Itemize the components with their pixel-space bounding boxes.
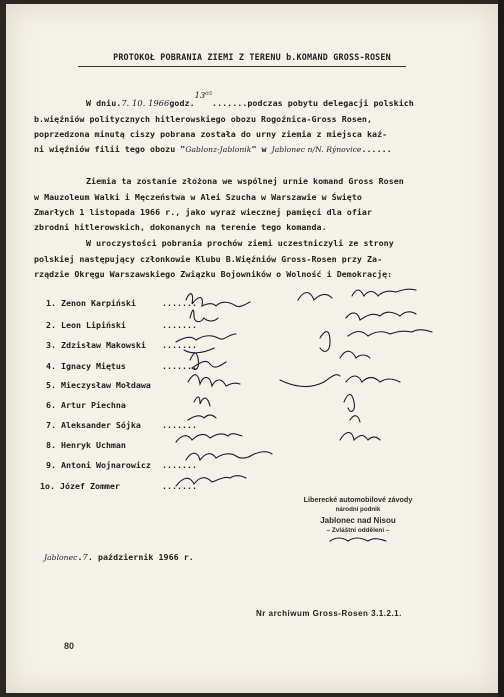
signature-makowski (176, 334, 236, 353)
participant-1: 1. Zenon Karpiński (46, 298, 136, 308)
archive-number: Nr archiwum Gross-Rosen 3.1.2.1. (256, 609, 402, 618)
signature-uchman (176, 434, 242, 442)
signature-karpinski (186, 294, 250, 307)
signature-czech-1 (298, 289, 416, 300)
para1-line1: W dniu.7. 10. 1966godz.13⁰⁵.......podczas pobytu delegacji polskich (86, 90, 414, 108)
participant-3: 3. Zdzisław Makowski (46, 340, 146, 350)
handwritten-date: 7. 10. 1966 (121, 98, 170, 108)
participant-2: 2. Leon Lipiński (46, 320, 126, 330)
signature-sojka (188, 415, 216, 420)
signature-line-9: ....... (162, 460, 197, 470)
stamp-line-3: Jablonec nad Nisou (320, 516, 396, 525)
signature-czech-4 (320, 332, 370, 358)
closing-date-line: Jablonec.7. październik 1966 r. (44, 552, 194, 562)
signature-mietus (190, 353, 226, 370)
participant-4: 4. Ignacy Miętus (46, 361, 126, 371)
para2-line3: Zmarłych 1 listopada 1966 r., jako wyraz wiecznej pamięci dla ofiar (34, 207, 373, 217)
handwritten-time: 13⁰⁵ (194, 90, 213, 100)
handwritten-camp-name: Gablonz-Jablonik (185, 145, 252, 154)
para3-line2: polskiej następujący członkowie Klubu B.Więźniów Gross-Rosen przy Za- (34, 254, 383, 264)
signature-piechna (194, 397, 210, 406)
participant-9: 9. Antoni Wojnarowicz (46, 460, 151, 470)
signature-line-3: ....... (162, 340, 197, 350)
para3-line3: rządzie Okręgu Warszawskiego Związku Bojowników o Wolność i Demokrację: (34, 269, 393, 279)
signature-line-1: ....... (162, 298, 197, 308)
signature-czech-6 (344, 395, 360, 423)
signature-czech-2 (346, 312, 416, 320)
para3-line1: W uroczystości pobrania prochów ziemi uczestniczyli ze strony (86, 238, 394, 248)
stamp-line-4: – Zvláštní oddělení – (326, 527, 390, 534)
signature-wojnarowicz (186, 452, 272, 460)
participant-6: 6. Artur Piechna (46, 400, 126, 410)
handwritten-place: Jablonec (44, 553, 78, 562)
stamp-line-1: Liberecké automobilové závody (303, 495, 413, 504)
handwritten-day: 7 (82, 552, 88, 562)
handwritten-location: Jablonec n/N. Rýnovice (271, 145, 362, 154)
para2-line4: zbrodni hitlerowskich, dokonanych na terenie tego komanda. (34, 222, 327, 232)
signature-lipinski (190, 310, 218, 322)
signature-czech-3 (348, 330, 432, 336)
signature-line-7: ....... (162, 420, 197, 430)
signature-moldawa (188, 375, 240, 386)
participant-7: 7. Aleksander Sójka (46, 420, 141, 430)
document-title: PROTOKOŁ POBRANIA ZIEMI Z TERENU b.KOMAND GROSS-ROSEN (113, 52, 391, 62)
participant-8: 8. Henryk Uchman (46, 440, 126, 450)
signature-line-2: ....... (162, 320, 197, 330)
para2-line1: Ziemia ta zostanie złożona we wspólnej urnie komand Gross Rosen (86, 176, 404, 186)
signature-stamp (330, 538, 386, 541)
para1-line3: poprzedzona minutą ciszy pobrana została do urny ziemia z miejsca kaź- (34, 129, 388, 139)
signature-czech-5 (280, 375, 400, 387)
signature-line-4: ....... (162, 361, 197, 371)
signature-line-10: ....... (162, 481, 197, 491)
para1-line4: ni więźniów filii tego obozu "Gablonz-Jablonik" w Jablonec n/N. Rýnovice...... (34, 144, 392, 154)
signature-czech-7 (340, 433, 380, 441)
para1-line2: b.więźniów politycznych hitlerowskiego obozu Rogoźnica-Gross Rosen, (34, 114, 373, 124)
participant-5: 5. Mieczysław Mołdawa (46, 380, 151, 390)
stamp-line-2: národní podnik (335, 506, 381, 513)
para2-line2: w Mauzoleum Walki i Męczeństwa w Alei Szucha w Warszawie w Święto (34, 192, 362, 202)
signature-zommer (176, 476, 246, 486)
participant-10: 1o. Józef Zommer (40, 481, 120, 491)
page-number: 80 (64, 641, 75, 651)
